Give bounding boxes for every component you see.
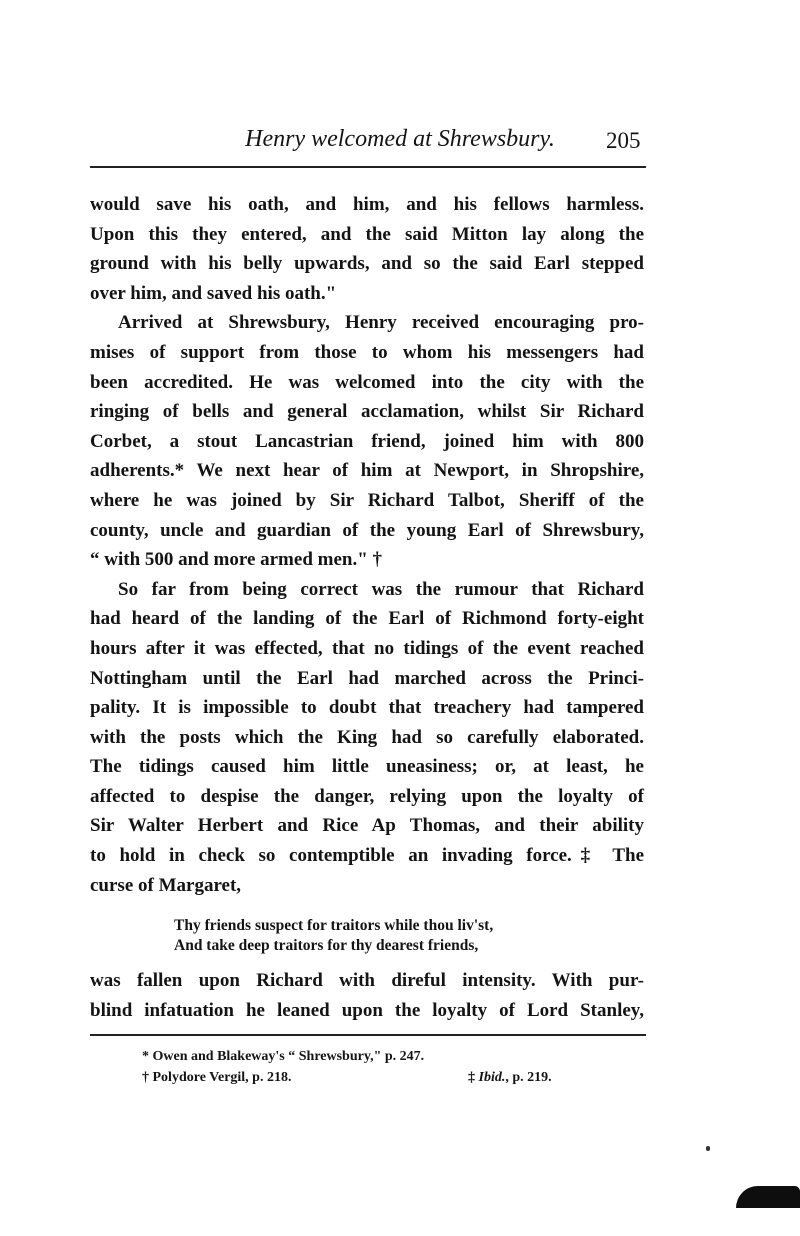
text-line: with the posts which the King had so carefully elaborated. bbox=[90, 726, 644, 748]
text-line: hours after it was effected, that no tidings of the event reached bbox=[90, 637, 644, 659]
text-line: curse of Margaret, bbox=[90, 874, 242, 896]
text-line: county, uncle and guardian of the young Earl of Shrewsbury, bbox=[90, 519, 644, 541]
text-line: was fallen upon Richard with direful intensity. With pur- bbox=[90, 970, 644, 991]
footnote-divider bbox=[90, 1034, 646, 1036]
text-line: where he was joined by Sir Richard Talbot, Sheriff of the bbox=[90, 489, 644, 511]
page-title: Henry welcomed at Shrewsbury. bbox=[245, 126, 555, 152]
verse-line: Thy friends suspect for traitors while thou liv'st, bbox=[174, 917, 494, 934]
text-line: Nottingham until the Earl had marched across the Princi- bbox=[90, 667, 644, 689]
text-line: been accredited. He was welcomed into the city with the bbox=[90, 371, 644, 393]
footnote: * Owen and Blakeway's “ Shrewsbury," p. 247. bbox=[142, 1049, 425, 1064]
text-line: had heard of the landing of the Earl of Richmond forty-eight bbox=[90, 608, 644, 630]
text-line: pality. It is impossible to doubt that treachery had tampered bbox=[90, 697, 644, 719]
verse-quote bbox=[174, 916, 493, 956]
text-line: ringing of bells and general acclamation, whilst Sir Richard bbox=[90, 401, 644, 423]
text-line: Corbet, a stout Lancastrian friend, joined him with 800 bbox=[90, 430, 644, 452]
text-line: over him, and saved his oath." bbox=[90, 282, 337, 304]
text-line: “ with 500 and more armed men." † bbox=[90, 549, 383, 571]
page-number: 205 bbox=[606, 128, 641, 153]
text-line: mises of support from those to whom his messengers had bbox=[90, 341, 644, 363]
text-line: The tidings caused him little uneasiness; or, at least, he bbox=[90, 756, 644, 778]
text-line: Sir Walter Herbert and Rice Ap Thomas, and their ability bbox=[90, 815, 644, 837]
verse-line: And take deep traitors for thy dearest friends, bbox=[174, 937, 479, 954]
text-line: So far from being correct was the rumour that Richard bbox=[118, 578, 644, 600]
footnote-ibid: Ibid. bbox=[478, 1070, 506, 1085]
text-line: Upon this they entered, and the said Mitton lay along the bbox=[90, 223, 644, 245]
footnote-ref: , p. 219. bbox=[505, 1070, 552, 1085]
text-line: would save his oath, and him, and his fellows harmless. bbox=[90, 194, 644, 215]
text-line: ground with his belly upwards, and so the said Earl stepped bbox=[90, 253, 644, 275]
footnote: † Polydore Vergil, p. 218. bbox=[142, 1070, 292, 1085]
text-line: to hold in check so contemptible an invading force.‡ The bbox=[90, 845, 644, 867]
header-divider bbox=[90, 166, 646, 168]
scan-shadow bbox=[736, 1186, 800, 1208]
text-line: adherents.* We next hear of him at Newport, in Shropshire, bbox=[90, 460, 644, 482]
text-line: affected to despise the danger, relying upon the loyalty of bbox=[90, 785, 644, 807]
footnote bbox=[468, 1067, 552, 1088]
footnotes bbox=[142, 1046, 642, 1088]
footnote-mark: ‡ bbox=[468, 1070, 475, 1085]
main-text-continued bbox=[90, 966, 644, 1025]
text-line: blind infatuation he leaned upon the loyalty of Lord Stanley, bbox=[90, 999, 644, 1021]
main-text bbox=[90, 190, 644, 900]
text-line: Arrived at Shrewsbury, Henry received encouraging pro- bbox=[118, 312, 644, 334]
scan-speck bbox=[706, 1146, 710, 1151]
